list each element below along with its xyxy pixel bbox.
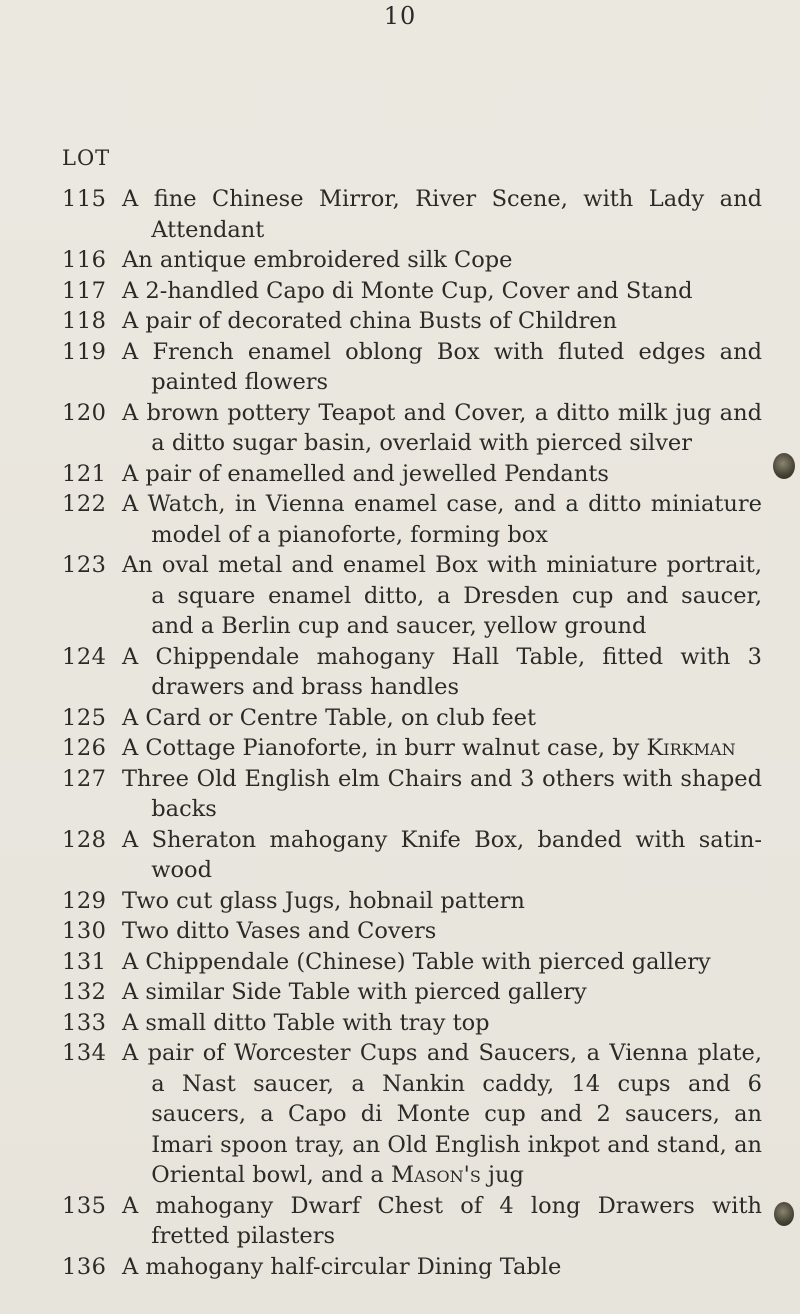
lot-description: A French enamel oblong Box with fluted edges and painted flowers — [122, 338, 762, 395]
lot-entry — [62, 977, 762, 1008]
page-number: 10 — [383, 2, 417, 30]
lot-entry — [62, 764, 762, 825]
lot-number: 127 — [62, 765, 107, 792]
lot-description: A Card or Centre Table, on club feet — [122, 704, 537, 731]
lot-entry — [62, 276, 762, 307]
lot-number: 136 — [62, 1253, 107, 1280]
maker-name: Kirkman — [646, 735, 736, 761]
lot-number: 120 — [62, 399, 107, 426]
lot-description: Two cut glass Jugs, hobnail pattern — [122, 887, 525, 914]
lot-entry — [62, 947, 762, 978]
lot-entry — [62, 916, 762, 947]
lot-number: 128 — [62, 826, 107, 853]
lot-description — [122, 733, 762, 764]
lot-entry — [62, 184, 762, 245]
lot-description-suffix: jug — [480, 1162, 524, 1188]
lot-entry — [62, 886, 762, 917]
lot-number: 124 — [62, 643, 107, 670]
lot-description: An oval metal and enamel Box with miniature portrait, a square enamel ditto, a Dresden cup and saucer, and a Berlin cup and saucer, yellow ground — [122, 552, 762, 639]
lot-description: A pair of enamelled and jewelled Pendants — [122, 460, 609, 487]
lot-entry — [62, 337, 762, 398]
lot-number: 122 — [62, 491, 107, 517]
lot-description: A similar Side Table with pierced gallery — [122, 979, 587, 1005]
lot-number: 119 — [62, 338, 107, 365]
lot-description: A fine Chinese Mirror, River Scene, with Lady and Attendant — [122, 186, 762, 243]
lot-description-text: A pair of Worcester Cups and Saucers, a Vienna plate, a Nast saucer, a Nankin caddy, 14 cups and 6 saucers, a Capo di Monte cup and 2 saucers, an Imari spoon tray, an Old English inkpot and stand, an Oriental bowl, and a — [122, 1040, 762, 1188]
lot-number: 134 — [62, 1040, 107, 1066]
lot-description: Two ditto Vases and Covers — [122, 918, 437, 944]
lot-number: 132 — [62, 979, 107, 1005]
lot-number: 135 — [62, 1192, 107, 1219]
lot-number: 131 — [62, 948, 107, 975]
lot-number: 133 — [62, 1009, 107, 1036]
lot-number: 125 — [62, 704, 107, 731]
lot-description-text: A Cottage Pianoforte, in burr walnut case, by — [122, 735, 647, 761]
lot-description: A Watch, in Vienna enamel case, and a ditto miniature model of a pianoforte, forming box — [122, 491, 762, 548]
lot-entry — [62, 1252, 762, 1283]
lot-description: A mahogany Dwarf Chest of 4 long Drawers with fretted pilasters — [122, 1192, 762, 1249]
lot-number: 116 — [62, 247, 107, 273]
lot-description: A mahogany half-circular Dining Table — [122, 1253, 562, 1280]
lot-entry — [62, 398, 762, 459]
lot-description: A small ditto Table with tray top — [122, 1009, 490, 1036]
lot-description: Three Old English elm Chairs and 3 others with shaped backs — [122, 765, 762, 822]
lot-number: 121 — [62, 460, 107, 487]
binding-hole-mark — [773, 453, 795, 479]
lot-number: 130 — [62, 918, 107, 944]
lot-number: 123 — [62, 552, 107, 578]
lot-description: A Chippendale mahogany Hall Table, fitted with 3 drawers and brass handles — [122, 643, 762, 700]
lot-entry — [62, 245, 762, 276]
lot-number: 118 — [62, 308, 107, 334]
maker-name: Mason's — [391, 1162, 481, 1188]
lot-entry — [62, 1008, 762, 1039]
lot-list — [62, 184, 762, 1282]
lot-column-header: LOT — [62, 146, 111, 170]
lot-number: 117 — [62, 277, 107, 304]
lot-entry — [62, 459, 762, 490]
lot-entry — [62, 1038, 762, 1191]
lot-description: An antique embroidered silk Cope — [122, 247, 513, 273]
lot-entry — [62, 306, 762, 337]
lot-description: A 2-handled Capo di Monte Cup, Cover and Stand — [122, 277, 693, 304]
lot-description: A brown pottery Teapot and Cover, a ditto milk jug and a ditto sugar basin, overlaid with pierced silver — [122, 399, 762, 456]
lot-entry — [62, 825, 762, 886]
lot-description: A pair of decorated china Busts of Children — [122, 308, 618, 334]
lot-entry — [62, 703, 762, 734]
lot-number: 129 — [62, 887, 107, 914]
lot-description: A Sheraton mahogany Knife Box, banded with satin-wood — [122, 826, 762, 883]
lot-description: A Chippendale (Chinese) Table with pierced gallery — [122, 948, 711, 975]
lot-entry — [62, 733, 762, 764]
lot-description — [122, 1038, 762, 1191]
lot-entry — [62, 489, 762, 550]
binding-hole-mark — [774, 1202, 794, 1226]
lot-number: 115 — [62, 186, 107, 212]
lot-entry — [62, 642, 762, 703]
lot-number: 126 — [62, 735, 107, 761]
lot-entry — [62, 550, 762, 642]
lot-entry — [62, 1191, 762, 1252]
